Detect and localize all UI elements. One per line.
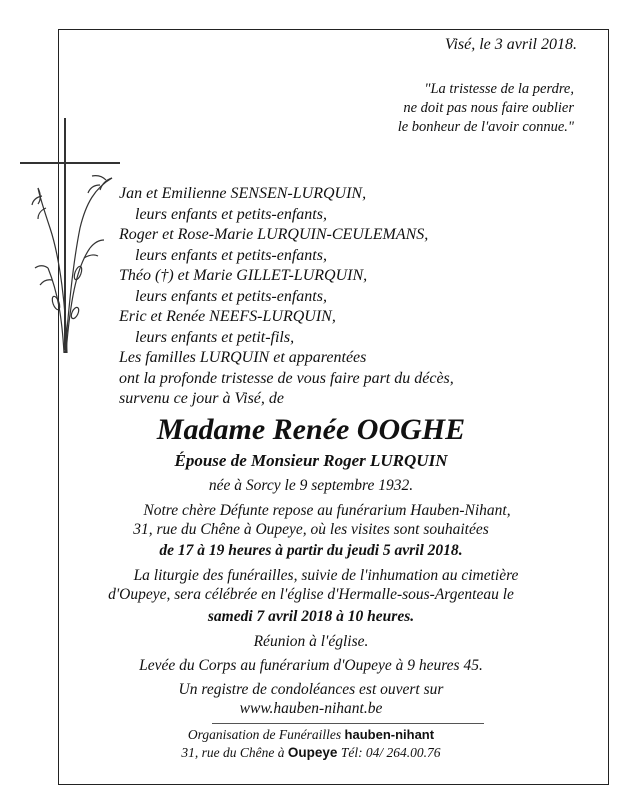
family-line: ont la profonde tristesse de vous faire part du décès, (119, 369, 454, 387)
deceased-birth: née à Sorcy le 9 septembre 1932. (208, 477, 414, 494)
quote-line: ne doit pas nous faire oublier (403, 100, 574, 116)
liturgy-line: d'Oupeye, sera célébrée en l'église d'Hermalle-sous-Argenteau le (108, 586, 514, 603)
liturgy-date-text: samedi 7 avril 2018 à 10 heures (207, 608, 411, 625)
family-line: leurs enfants et petits-enfants, (135, 205, 327, 223)
meeting: Réunion à l'église. (253, 633, 369, 650)
liturgy-date (0, 607, 622, 626)
rest-line: 31, rue du Chêne à Oupeye, où les visites sont souhaitées (133, 521, 489, 538)
family-line: leurs enfants et petits-enfants, (135, 287, 327, 305)
quote-line: le bonheur de l'avoir connue." (397, 119, 574, 135)
phone: Tél: 04/ 264.00.76 (340, 745, 441, 760)
visit-times-end: . (458, 542, 463, 559)
family-line: Théo (†) et Marie GILLET-LURQUIN, (119, 267, 368, 284)
visit-times (0, 541, 622, 560)
register-url[interactable]: www.hauben-nihant.be (239, 700, 383, 717)
liturgy-date-end: . (410, 608, 415, 625)
family-line: Eric et Renée NEEFS-LURQUIN, (119, 308, 336, 325)
family-line: survenu ce jour à Visé, de (119, 390, 284, 407)
deceased-spouse: Épouse de Monsieur Roger LURQUIN (174, 451, 448, 470)
organisation-prefix: Organisation de Funérailles (187, 727, 342, 742)
family-line: Les familles LURQUIN et apparentées (119, 349, 367, 366)
family-line: leurs enfants et petit-fils, (135, 328, 295, 346)
levee: Levée du Corps au funérarium d'Oupeye à 9 heures 45. (139, 657, 483, 674)
organisation-line (0, 727, 622, 743)
address-prefix: 31, rue du Chêne à (181, 745, 285, 760)
quote-line: "La tristesse de la perdre, (424, 81, 574, 97)
family-list (119, 184, 454, 410)
family-line: Roger et Rose-Marie LURQUIN-CEULEMANS, (119, 226, 429, 243)
address-town: Oupeye (287, 745, 338, 760)
register-line: Un registre de condoléances est ouvert sur (178, 681, 444, 698)
organisation-address (0, 745, 622, 761)
visit-times-text: de 17 à 19 heures à partir du jeudi 5 avril 2018 (159, 542, 459, 559)
divider (212, 723, 484, 724)
organisation-brand: hauben-nihant (344, 727, 435, 742)
deceased-name: Madame Renée OOGHE (156, 413, 466, 446)
notice-date: Visé, le 3 avril 2018. (444, 36, 577, 53)
family-line: leurs enfants et petits-enfants, (135, 246, 327, 264)
family-line: Jan et Emilienne SENSEN-LURQUIN, (119, 185, 367, 202)
liturgy-line: La liturgie des funérailles, suivie de l'inhumation au cimetière (133, 567, 519, 584)
quote (398, 80, 574, 137)
cross-with-wheat-icon (20, 118, 120, 358)
rest-line: Notre chère Défunte repose au funérarium Hauben-Nihant, (143, 502, 511, 519)
